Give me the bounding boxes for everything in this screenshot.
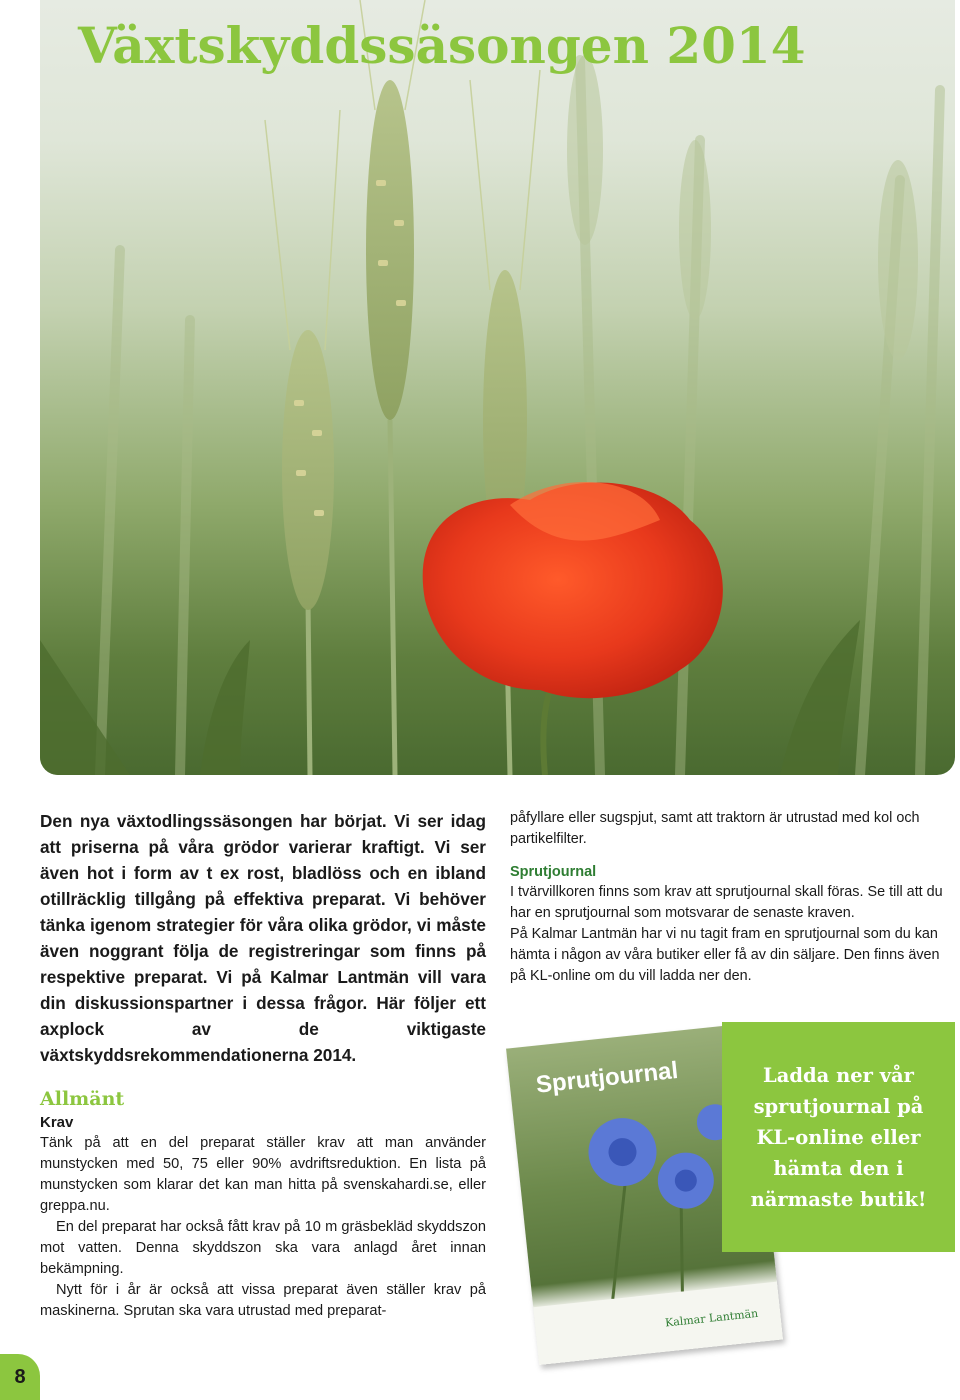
sprutjournal-paragraph-2: På Kalmar Lantmän har vi nu tagit fram en sprutjournal som du kan hämta i någon av våra butiker eller få av din säljare. Den finns även på KL-online om du vill ladda ner den. bbox=[510, 926, 940, 984]
sprutjournal-paragraph-1: I tvärvillkoren finns som krav att sprutjournal skall föras. Se till att du har en sprutjournal som motsvarar de senaste kraven. bbox=[510, 884, 943, 921]
left-column bbox=[40, 808, 486, 1322]
continuation-paragraph: påfyllare eller sugspjut, samt att traktorn är utrustad med kol och partikelfilter. bbox=[510, 810, 920, 847]
sub-heading-sprutjournal: Sprutjournal bbox=[510, 864, 597, 880]
sub-heading-krav: Krav bbox=[40, 1114, 74, 1131]
page-number-badge bbox=[0, 1354, 40, 1400]
krav-paragraph-2: En del preparat har också fått krav på 10 m gräsbekläd skyddszon mot vatten. Denna skyddszon ska vara anlagd året innan bekämpning. bbox=[40, 1219, 486, 1277]
right-column bbox=[510, 808, 955, 987]
intro-paragraph: Den nya växtodlingssäsongen har börjat. Vi ser idag att priserna på våra grödor varierar kraftigt. Vi ser även hot i form av t ex rost, bladlöss och en ibland otillräcklig tillgång på effektiva preparat. Vi behöver tänka igenom strategier för våra olika grödor, vi måste även noggrant följa de registreringar som finns på respektive preparat. Vi på Kalmar Lantmän vill vara din diskussionspartner i dessa frågor. Här följer ett axplock av de viktigaste växtskyddsrekommendationerna 2014. bbox=[40, 811, 486, 1065]
page-number: 8 bbox=[14, 1365, 26, 1388]
hero-photo bbox=[40, 0, 955, 775]
section-heading-allmant: Allmänt bbox=[40, 1088, 125, 1110]
page-title: Växtskyddssäsongen 2014 bbox=[78, 16, 806, 75]
wheat-poppy-illustration bbox=[40, 0, 955, 775]
callout-text: Ladda ner vår sprutjournal på KL-online eller hämta den i närmaste butik! bbox=[750, 1063, 927, 1211]
krav-paragraph-1: Tänk på att en del preparat ställer krav att man använder munstycken med 50, 75 eller 90% avdriftsreduktion. En lista på munstycken som klarar det kan man hitta på svenskahardi.se, eller greppa.nu. bbox=[40, 1135, 486, 1214]
krav-paragraph-3: Nytt för i år är också att vissa preparat även ställer krav på maskinerna. Sprutan ska vara utrustad med preparat- bbox=[40, 1282, 486, 1319]
booklet-logo: Kalmar Lantmän bbox=[664, 1306, 759, 1330]
booklet-title: Sprutjournal bbox=[534, 1056, 680, 1099]
callout-box bbox=[722, 1022, 955, 1252]
